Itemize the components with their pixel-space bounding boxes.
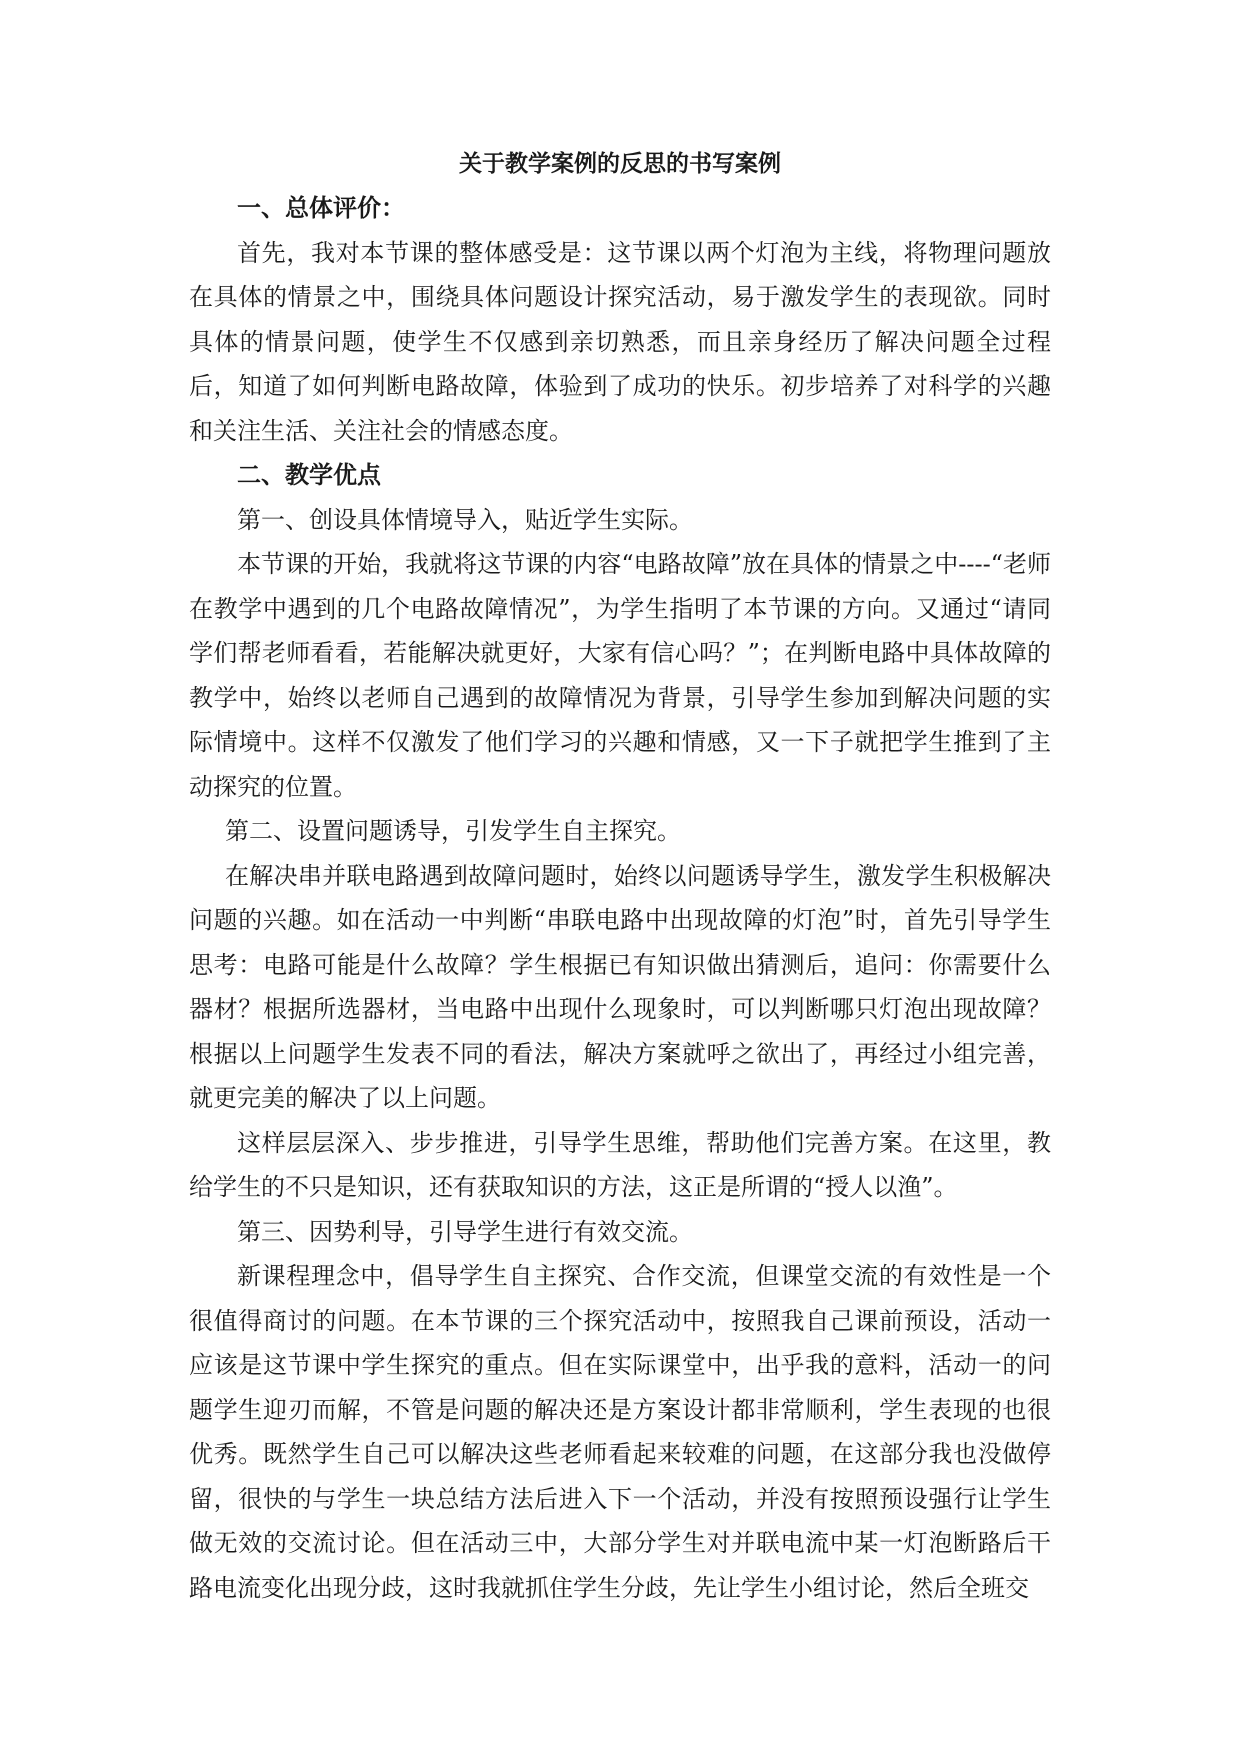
paragraph-second-point: 在解决串并联电路遇到故障问题时，始终以问题诱导学生，激发学生积极解决问题的兴趣。如在活动一中判断“串联电路中出现故障的灯泡”时，首先引导学生思考：电路可能是什么故障？学生根据已有知识做出猜测后，追问：你需要什么器材？根据所选器材，当电路中出现什么现象时，可以判断哪只灯泡出现故障？根据以上问题学生发表不同的看法，解决方案就呼之欲出了，再经过小组完善，就更完美的解决了以上问题。 (189, 861, 1051, 1112)
subheading-first-point: 第一、创设具体情境导入，贴近学生实际。 (237, 505, 693, 534)
document-title: 关于教学案例的反思的书写案例 (459, 150, 781, 177)
section-heading-overall-evaluation: 一、总体评价： (237, 193, 405, 222)
paragraph-first-point: 本节课的开始，我就将这节课的内容“电路故障”放在具体的情景之中----“老师在教学中遇到的几个电路故障情况”，为学生指明了本节课的方向。又通过“请同学们帮老师看看，若能解决就更好，大家有信心吗？”；在判断电路中具体故障的教学中，始终以老师自己遇到的故障情况为背景，引导学生参加到解决问题的实际情境中。这样不仅激发了他们学习的兴趣和情感，又一下子就把学生推到了主动探究的位置。 (189, 550, 1051, 801)
document-body (189, 142, 1051, 1610)
paragraph-overall-impression: 首先，我对本节课的整体感受是：这节课以两个灯泡为主线，将物理问题放在具体的情景之中，围绕具体问题设计探究活动，易于激发学生的表现欲。同时具体的情景问题，使学生不仅感到亲切熟悉，而且亲身经历了解决问题全过程后，知道了如何判断电路故障，体验到了成功的快乐。初步培养了对科学的兴趣和关注生活、关注社会的情感态度。 (189, 238, 1051, 445)
section-heading-teaching-strengths: 二、教学优点 (237, 460, 381, 489)
paragraph-step-by-step: 这样层层深入、步步推进，引导学生思维，帮助他们完善方案。在这里，教给学生的不只是知识，还有获取知识的方法，这正是所谓的“授人以渔”。 (189, 1128, 1051, 1201)
paragraph-third-point: 新课程理念中，倡导学生自主探究、合作交流，但课堂交流的有效性是一个很值得商讨的问题。在本节课的三个探究活动中，按照我自己课前预设，活动一应该是这节课中学生探究的重点。但在实际课堂中，出乎我的意料，活动一的问题学生迎刃而解，不管是问题的解决还是方案设计都非常顺利，学生表现的也很优秀。既然学生自己可以解决这些老师看起来较难的问题，在这部分我也没做停留，很快的与学生一块总结方法后进入下一个活动，并没有按照预设强行让学生做无效的交流讨论。但在活动三中，大部分学生对并联电流中某一灯泡断路后干路电流变化出现分歧，这时我就抓住学生分歧，先让学生小组讨论，然后全班交 (189, 1262, 1051, 1602)
subheading-third-point: 第三、因势利导，引导学生进行有效交流。 (237, 1217, 693, 1246)
subheading-second-point: 第二、设置问题诱导，引发学生自主探究。 (225, 817, 681, 845)
